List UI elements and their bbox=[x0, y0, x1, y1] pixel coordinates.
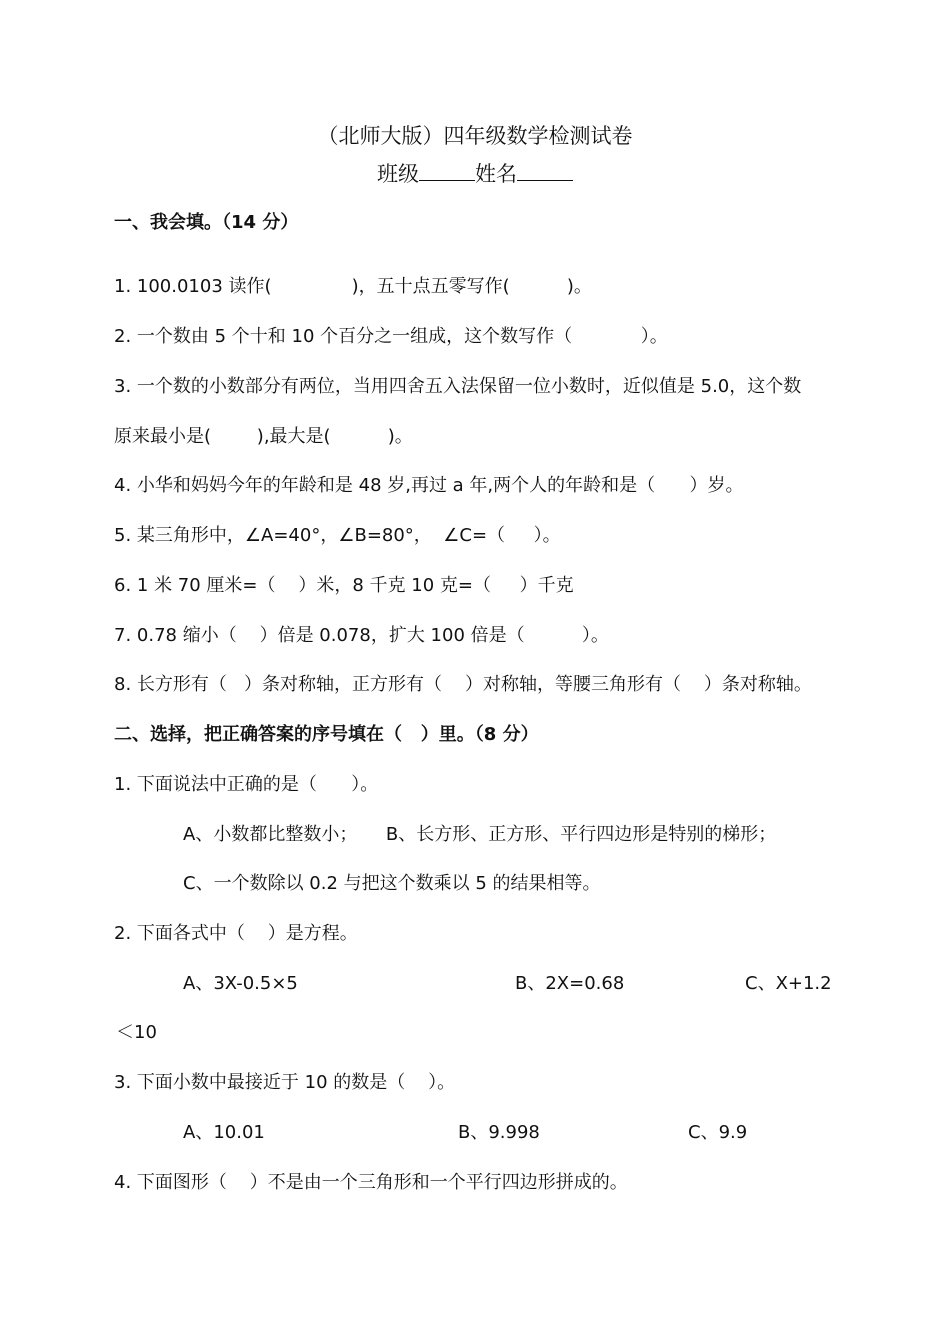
student-info-line bbox=[0, 160, 950, 187]
s1-question-5: 5. 某三角形中，∠A=40°，∠B=80°， ∠C=（ ）。 bbox=[114, 525, 561, 546]
s2-q3-option-a: A、10.01 bbox=[183, 1122, 265, 1143]
section1-heading: 一、我会填。（14 分） bbox=[114, 212, 299, 233]
s1-question-1: 1. 100.0103 读作( )，五十点五零写作( )。 bbox=[114, 276, 592, 297]
s2-question-3: 3. 下面小数中最接近于 10 的数是（ ）。 bbox=[114, 1072, 456, 1093]
s2-q1-option-c: C、一个数除以 0.2 与把这个数乘以 5 的结果相等。 bbox=[183, 873, 601, 894]
name-label: 姓名 bbox=[475, 162, 517, 186]
page-title: （北师大版）四年级数学检测试卷 bbox=[317, 124, 633, 148]
s1-question-6: 6. 1 米 70 厘米=（ ）米，8 千克 10 克=（ ）千克 bbox=[114, 575, 574, 596]
s1-question-8: 8. 长方形有（ ）条对称轴，正方形有（ ）对称轴，等腰三角形有（ ）条对称轴。 bbox=[114, 674, 812, 695]
s2-q1-options-ab: A、小数都比整数小； B、长方形、正方形、平行四边形是特别的梯形； bbox=[183, 824, 777, 845]
s1-question-4: 4. 小华和妈妈今年的年龄和是 48 岁,再过 a 年,两个人的年龄和是（ ）岁。 bbox=[114, 475, 744, 496]
s2-question-4: 4. 下面图形（ ）不是由一个三角形和一个平行四边形拼成的。 bbox=[114, 1172, 628, 1193]
s1-question-2: 2. 一个数由 5 个十和 10 个百分之一组成，这个数写作（ ）。 bbox=[114, 326, 668, 347]
s2-q2-option-a: A、3X-0.5×5 bbox=[183, 973, 298, 994]
s2-q2-option-c-continued: ＜10 bbox=[116, 1022, 157, 1043]
s2-q2-option-b: B、2X=0.68 bbox=[515, 973, 625, 994]
s2-q2-option-c: C、X+1.2 bbox=[745, 973, 832, 994]
name-blank bbox=[517, 160, 573, 181]
section2-heading: 二、选择，把正确答案的序号填在（ ）里。（8 分） bbox=[114, 724, 539, 745]
s2-q3-option-c: C、9.9 bbox=[688, 1122, 748, 1143]
class-blank bbox=[419, 160, 475, 181]
s1-question-7: 7. 0.78 缩小（ ）倍是 0.078，扩大 100 倍是（ ）。 bbox=[114, 625, 609, 646]
class-label: 班级 bbox=[377, 162, 419, 186]
s2-q3-option-b: B、9.998 bbox=[458, 1122, 540, 1143]
s2-question-1: 1. 下面说法中正确的是（ ）。 bbox=[114, 774, 379, 795]
s2-question-2: 2. 下面各式中（ ）是方程。 bbox=[114, 923, 358, 944]
s1-question-3-line1: 3. 一个数的小数部分有两位，当用四舍五入法保留一位小数时，近似值是 5.0，这个数 bbox=[114, 376, 802, 397]
s1-question-3-line2: 原来最小是( ),最大是( )。 bbox=[114, 426, 413, 447]
